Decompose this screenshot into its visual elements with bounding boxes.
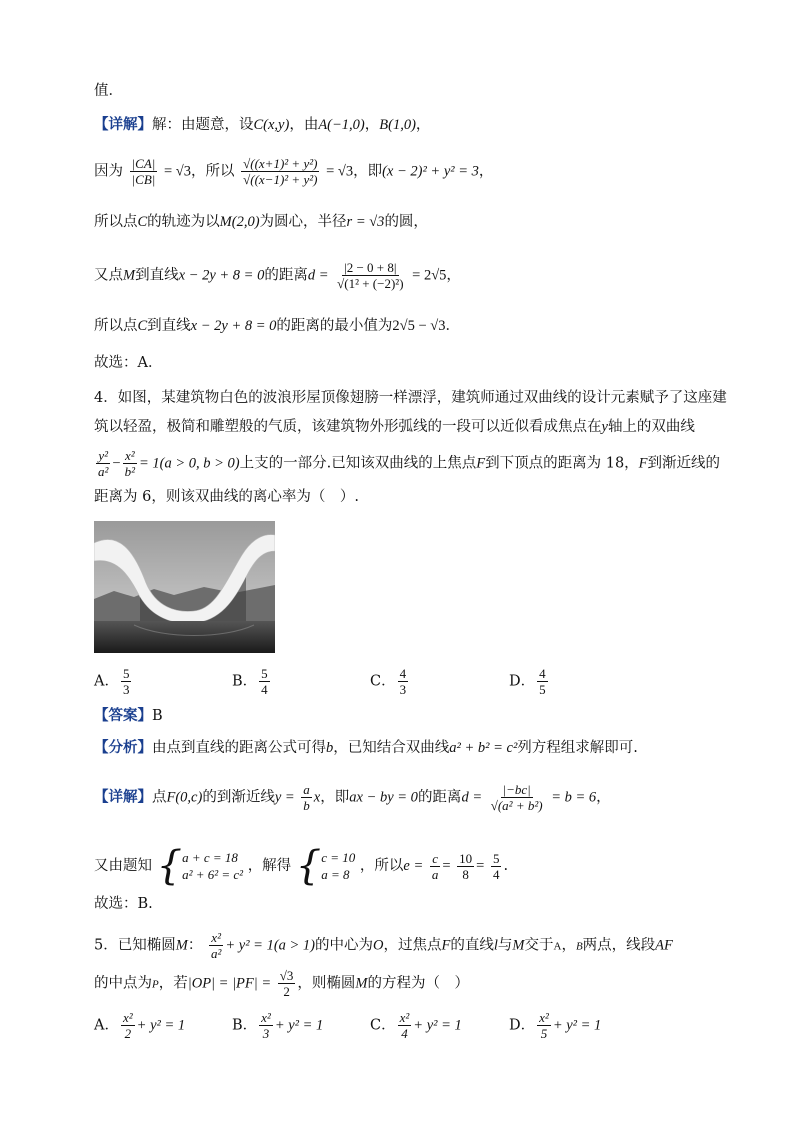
math: + y² = 1 [552,1017,602,1034]
equation-system: { a + c = 18 a² + 6² = c² [156,843,244,889]
numerator: 10 [459,850,473,866]
text: 与 [497,937,513,954]
text: ，即 [353,163,383,180]
text: 的圆， [384,214,428,230]
text: ，解得 [247,858,292,874]
denominator: b [303,798,310,813]
choose-line-2: 故选：B. [94,896,153,912]
numerator: x² [211,930,221,945]
text: 又点 [94,267,123,284]
text: 所以点 [94,318,138,334]
fraction [301,782,312,813]
numerator: x² [261,1010,271,1025]
q4-line-4: 距离为 6，则该双曲线的离心率为（ ）. [94,489,359,505]
text: 上支的一部分.已知该双曲线的上焦点 [239,455,477,472]
option-b[interactable] [232,666,272,697]
text: 的到渐近线 [202,789,275,806]
math: b [326,740,334,756]
fraction [121,1010,135,1041]
denominator: √(1² + (−2)²) [337,276,404,291]
math: y = [274,789,295,806]
building-photo [94,521,275,653]
math: M [175,937,188,954]
fraction [489,782,545,813]
text: ，若 [158,975,188,992]
analysis-tag: 【分析】 [94,739,152,756]
math: r = √3 [346,214,385,230]
math: + y² = 1 [136,1017,186,1034]
math: C [137,318,148,334]
locus-line [94,211,428,233]
text: 的方程为（ ） [367,975,470,992]
text: 到直线 [135,267,179,284]
math: A [553,940,562,953]
analysis-line [94,737,638,759]
math: |OP| = |PF| = [187,975,272,992]
text: 到直线 [147,318,191,334]
math: x − 2y + 8 = 0 [178,267,265,284]
math: = 2√5 [412,267,447,284]
denominator: 3 [122,682,130,697]
fraction [121,666,132,697]
option-label: D． [509,1017,536,1034]
option-a[interactable] [94,666,133,697]
numerator: 5 [122,666,130,681]
distance-line [94,260,461,291]
math: a² + b² = c² [449,740,518,756]
text: ， [478,163,494,180]
text: 的距离 [417,789,462,806]
fraction [430,851,441,882]
option-b[interactable] [232,1010,323,1041]
numerator: √((x+1)² + y²) [243,156,318,171]
equation-row: a = 8 [321,867,350,882]
min-line [94,315,460,337]
text-line: 值． [94,83,123,99]
denominator: 2 [283,984,290,999]
text: 由点到直线的距离公式可得 [152,740,326,756]
text: ， [596,789,611,806]
denominator: 5 [539,682,546,697]
text: 又由题知 [94,858,152,874]
math: M(2,0) [219,214,260,230]
option-c[interactable] [370,666,410,697]
fraction [398,666,409,697]
solution-system: { c = 10 a = 8 [295,843,356,889]
denominator: 5 [540,1026,548,1041]
text: ，所以 [359,858,404,874]
fraction [130,156,158,187]
denominator: a² [98,464,109,479]
equation-row: a² + 6² = c² [182,867,244,882]
numerator: |CA| [131,156,156,171]
detail-line-2 [94,782,611,813]
denominator: √((x−1)² + y²) [243,172,318,187]
fraction [457,851,474,882]
text: 的轨迹为以 [147,214,220,230]
text: ， [446,267,461,284]
text: 列方程组求解即可. [517,740,638,756]
answer-value: B [152,708,163,724]
math: + y² = 1(a > 1) [225,937,316,954]
text: ， [415,117,431,133]
math: B(1,0) [379,117,416,133]
fraction [209,930,223,961]
option-a[interactable] [94,1010,185,1041]
denominator: 3 [399,682,407,697]
fraction [278,968,296,999]
math: M [355,975,368,992]
math: = 1(a > 0, b > 0) [139,455,240,472]
equation-row: a + c = 18 [182,850,238,865]
option-label: A． [94,1017,119,1034]
numerator: √3 [279,968,294,983]
math: + y² = 1 [413,1017,462,1034]
denominator: 4 [492,866,500,882]
math: O [373,937,384,954]
text: 的距离的最小值为 [276,318,393,334]
denominator: a [431,866,439,882]
q4-line-1: 4．如图，某建筑物白色的波浪形屋顶像翅膀一样漂浮，建筑师通过双曲线的设计元素赋予了这座建 [94,390,727,406]
equation-row: c = 10 [321,850,356,865]
option-label: D． [509,673,536,690]
numerator: x² [124,448,135,463]
fraction [259,1010,273,1041]
because-line [94,156,493,187]
option-d[interactable] [509,666,550,697]
text: 轴上的双曲线 [607,419,695,435]
denominator: 4 [401,1026,408,1041]
text: 到渐近线的 [647,455,721,472]
option-label: C． [370,1017,396,1034]
denominator: √(a² + b²) [490,798,543,813]
text: ，所以 [191,163,235,180]
denominator: 2 [124,1026,132,1041]
numerator: 5 [261,666,268,681]
fraction [123,448,137,479]
math: + y² = 1 [274,1017,324,1034]
answer-tag: 【答案】 [94,707,152,724]
text: ，已知结合双曲线 [333,740,450,756]
numerator: 4 [539,666,546,681]
numerator: x² [399,1010,410,1025]
math: 2√5 − √3 [392,318,446,334]
math: (x − 2)² + y² = 3 [382,163,479,180]
numerator: |−bc| [502,782,531,797]
fraction [96,448,110,479]
fraction [537,1010,551,1041]
math: l [493,937,498,954]
numerator: 5 [492,850,500,866]
q5-line-2 [94,968,469,999]
denominator: 3 [262,1026,270,1041]
q4-line-3: $\frac{\text{y²}}{\text{a²}}$ − $\frac{\text{x²}}{\text{b²}}$ = 1(a > 0, b > 0)上支的一部分.已知该双曲线的上焦点F到下顶点的距离为 18，F到渐近线的 [98,448,721,479]
numerator: a [303,782,310,797]
text: . [503,858,509,874]
text: 的中心为 [315,937,374,954]
math: F(0,c) [166,789,203,806]
fraction [398,1010,412,1041]
math: M [512,937,525,954]
text: 的中点为 [94,975,152,992]
math: y [601,419,608,435]
text: 解：由题意，设 [152,117,254,133]
math: C [137,214,148,230]
math: = √3 [326,163,354,180]
numerator: c [432,850,439,866]
math: x [313,789,321,806]
option-label: A． [94,673,119,690]
numerator: y² [98,448,109,463]
denominator: 8 [462,866,469,882]
text: 的直线 [450,937,494,954]
text: 所以点 [94,214,138,230]
fraction [335,260,405,291]
math: C(x,y) [253,117,290,133]
math: x − 2y + 8 = 0 [190,318,277,334]
denominator: |CB| [131,172,156,187]
math: AF [655,937,673,954]
choose-line-1: 故选：A． [94,355,163,371]
text: ，则椭圆 [297,975,356,992]
math: P [152,978,159,991]
text: ． [445,318,460,334]
text: 因为 [94,163,123,180]
denominator: 4 [261,682,268,697]
text: ，由 [289,117,319,133]
fraction [259,666,270,697]
denominator: a² [210,946,222,961]
numerator: x² [539,1010,549,1025]
text: ： [187,937,203,954]
detail-tag: 【详解】 [94,788,152,806]
math: e = [403,858,424,874]
math: M [123,267,136,284]
option-label: B． [232,1017,258,1034]
detail-line-1 [94,114,430,136]
text: ，过焦点 [383,937,442,954]
text: 的距离 [264,267,308,284]
numerator: |2 − 0 + 8| [344,260,397,275]
denominator: b² [124,464,135,479]
math: ax − by = 0 [349,789,418,806]
math: d = [461,789,483,806]
option-d[interactable] [509,1010,601,1041]
text: 为圆心，半径 [259,214,347,230]
math: F [638,455,648,472]
q4-line-2 [94,416,695,438]
fraction [241,156,319,187]
numerator: 4 [399,666,407,681]
option-label: B． [232,673,258,690]
text: ， [364,117,380,133]
math: F [476,455,486,472]
math: B [575,940,583,953]
text: 到下顶点的距离为 18， [485,455,639,472]
math: = b = 6 [551,789,597,806]
option-label: C． [370,673,396,690]
math: = √3 [163,163,191,180]
system-line: 又由题知 { a + c = 18 a² + 6² = c² ，解得 { c = 10 a = 8 ，所以e = $\frac{c}{a}$ = $\frac{10}{8}$ = $\frac{5}{4}$ . [94,843,509,889]
text: 5．已知椭圆 [94,937,176,954]
fraction [537,666,548,697]
text: ， [561,937,576,954]
text: 两点，线段 [582,937,656,954]
math: F [441,937,451,954]
answer-line [94,705,163,727]
detail-tag: 【详解】 [94,116,152,133]
text: 筑以轻盈，极简和雕塑般的气质，该建筑物外形弧线的一段可以近似看成焦点在 [94,419,602,435]
text: 交于 [524,937,554,954]
text: 点 [152,789,167,806]
fraction [491,851,502,882]
math: d = [307,267,329,284]
math: A(−1,0) [318,117,365,133]
q5-line-1 [94,930,673,961]
text: ，即 [320,789,350,806]
numerator: x² [122,1010,133,1025]
option-c[interactable] [370,1010,462,1041]
